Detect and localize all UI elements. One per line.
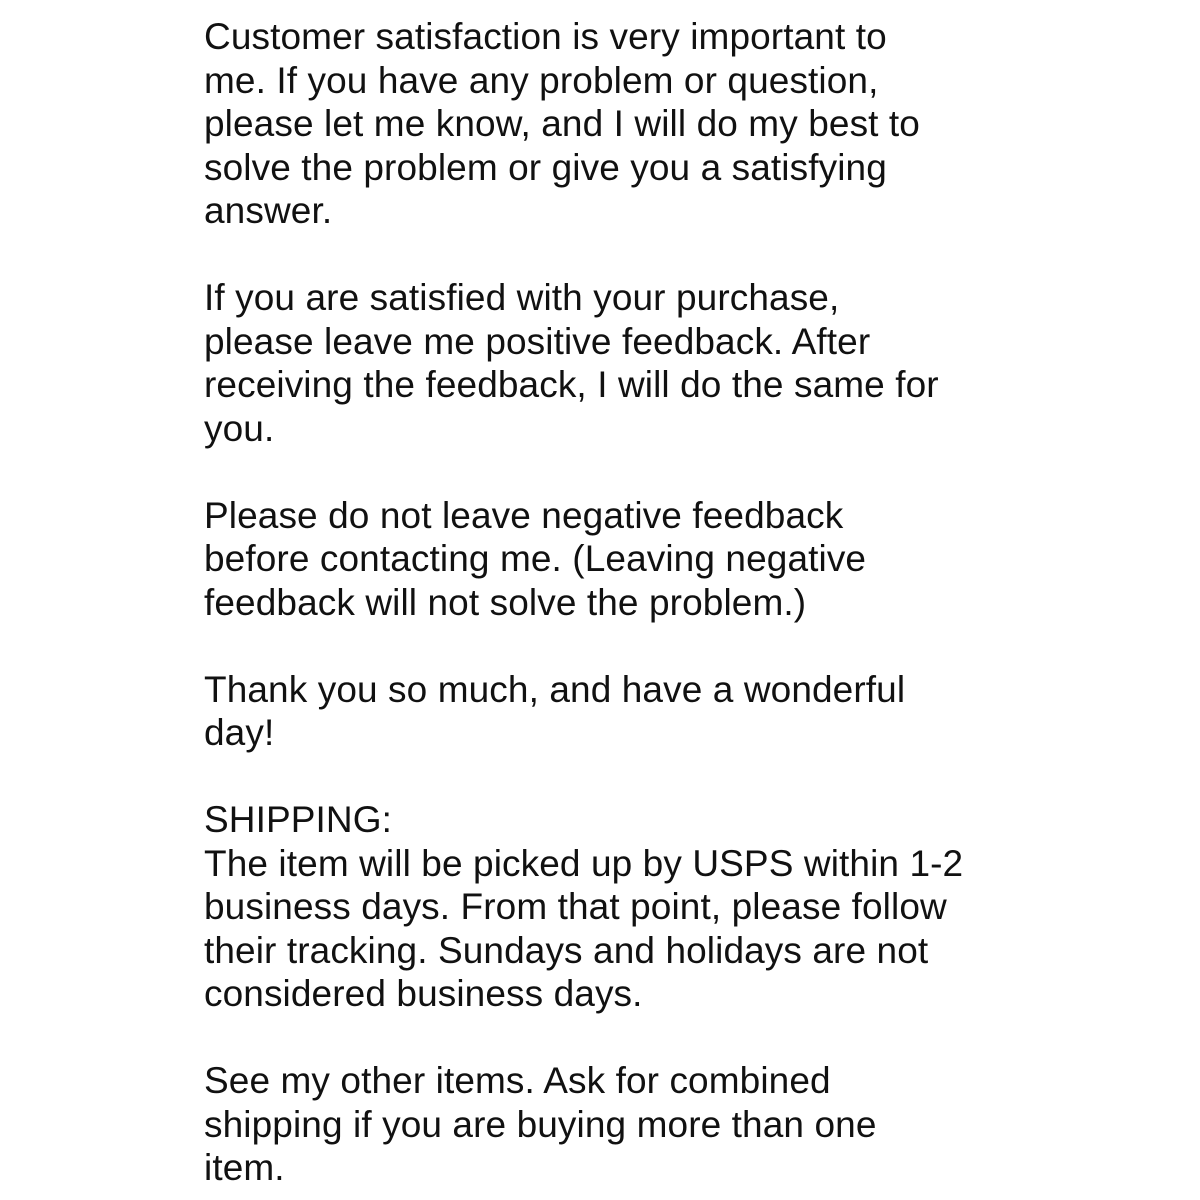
- paragraph-shipping: [204, 798, 1024, 1016]
- text-line: you.: [204, 407, 275, 449]
- text-line: See my other items. Ask for combined: [204, 1060, 831, 1101]
- paragraph-spacer: [204, 624, 1024, 668]
- paragraph-thanks: [204, 668, 1024, 755]
- paragraph-spacer: [204, 1016, 1024, 1060]
- text-line: answer.: [204, 190, 333, 231]
- text-line: before contacting me. (Leaving negative: [204, 538, 867, 579]
- paragraph-feedback: [204, 276, 1024, 450]
- paragraph-spacer: [204, 755, 1024, 799]
- text-line: Thank you so much, and have a wonderful: [204, 668, 906, 710]
- shipping-heading: SHIPPING:: [204, 799, 392, 840]
- paragraph-other-items: [204, 1059, 1024, 1190]
- paragraph-spacer: [204, 233, 1024, 277]
- text-line: shipping if you are buying more than one: [204, 1103, 877, 1145]
- text-line: considered business days.: [204, 973, 643, 1014]
- text-line: receiving the feedback, I will do the same for: [204, 364, 939, 405]
- text-line: Customer satisfaction is very important to: [204, 16, 887, 57]
- text-line: day!: [204, 712, 275, 753]
- paragraph-satisfaction: [204, 15, 1024, 233]
- text-line: The item will be picked up by USPS within 1-2: [204, 842, 964, 884]
- text-line: their tracking. Sundays and holidays are not: [204, 929, 929, 971]
- text-line: feedback will not solve the problem.): [204, 581, 807, 623]
- text-line: me. If you have any problem or question,: [204, 59, 879, 101]
- text-line: please let me know, and I will do my best to: [204, 103, 920, 144]
- paragraph-negative-feedback: [204, 494, 1024, 625]
- seller-policy-text: [204, 15, 1024, 1190]
- paragraph-spacer: [204, 450, 1024, 494]
- text-line: Please do not leave negative feedback: [204, 494, 844, 536]
- text-line: If you are satisfied with your purchase,: [204, 277, 840, 318]
- text-line: solve the problem or give you a satisfying: [204, 146, 887, 188]
- text-line: item.: [204, 1147, 285, 1188]
- text-line: business days. From that point, please follow: [204, 886, 947, 927]
- text-line: please leave me positive feedback. After: [204, 320, 871, 362]
